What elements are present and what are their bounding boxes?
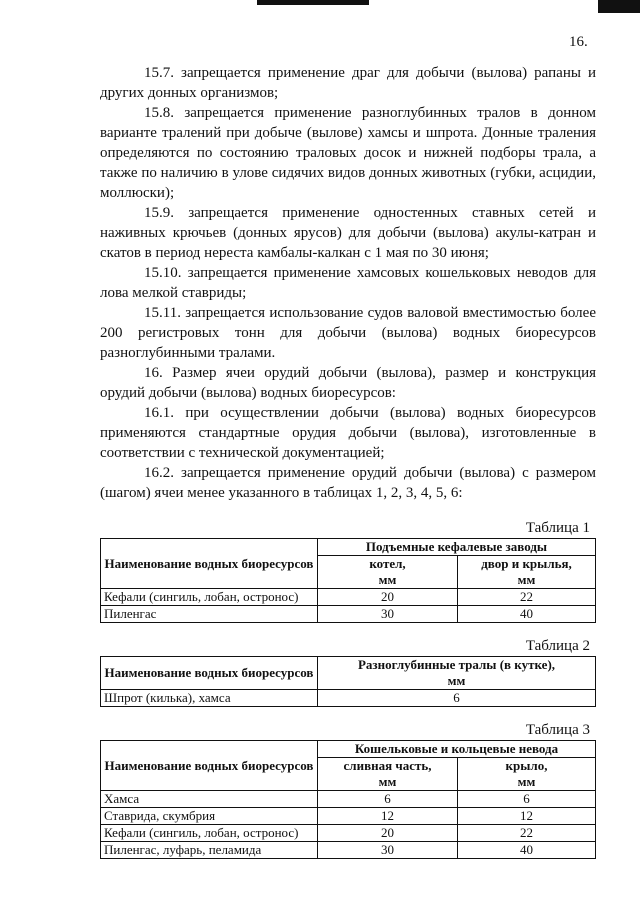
table3-header-group: Кошельковые и кольцевые невода — [318, 741, 596, 758]
paragraph-15-8: 15.8. запрещается применение разноглубинных тралов в донном варианте тралений при добыче (вылове) хамсы и шпрота. Донные траления определяются по состоянию траловых досок и нижней подборы трала, а также по наличию в улове сидячих видов донных животных (губки, асцидии, моллюски); — [100, 105, 596, 201]
table1-header-col1-unit: мм — [378, 572, 397, 587]
table2-row1-name: Шпрот (килька), хамса — [101, 690, 318, 707]
paragraph-16: 16. Размер ячеи орудий добычи (вылова), размер и конструкция орудий добычи (вылова) водных биоресурсов: — [100, 365, 596, 401]
table-row — [101, 842, 596, 859]
paragraph-16-2: 16.2. запрещается применение орудий добычи (вылова) с размером (шагом) ячеи менее указанного в таблицах 1, 2, 3, 4, 5, 6: — [100, 465, 596, 501]
table1-header-col2-unit: мм — [517, 572, 536, 587]
table1-row1-v2: 22 — [458, 589, 596, 606]
table1-row2-name: Пиленгас — [101, 606, 318, 623]
table-row — [101, 606, 596, 623]
table3-row2-v2: 12 — [458, 808, 596, 825]
table3-header-col1 — [318, 758, 458, 791]
table3-row3-v1: 20 — [318, 825, 458, 842]
table3-header-col2-unit: мм — [517, 774, 536, 789]
table-row — [101, 589, 596, 606]
table3-header-name: Наименование водных биоресурсов — [101, 741, 318, 791]
table3-header-col2 — [458, 758, 596, 791]
table3-row4-v2: 40 — [458, 842, 596, 859]
table3-row1-v2: 6 — [458, 791, 596, 808]
table1-caption: Таблица 1 — [525, 520, 590, 536]
table3-row4-name: Пиленгас, луфарь, пеламида — [101, 842, 318, 859]
table2-header-value-unit: мм — [447, 673, 466, 688]
table1-row1-v1: 20 — [318, 589, 458, 606]
table1-header-col1 — [318, 556, 458, 589]
table3-row4-v1: 30 — [318, 842, 458, 859]
table1-header-name: Наименование водных биоресурсов — [101, 539, 318, 589]
table3-row1-v1: 6 — [318, 791, 458, 808]
page-number: 16. — [569, 34, 588, 50]
table3-header-col2-label: крыло, — [505, 758, 548, 773]
table-row — [101, 791, 596, 808]
table3-row2-name: Ставрида, скумбрия — [101, 808, 318, 825]
table3-header-col1-label: сливная часть, — [343, 758, 432, 773]
table2-header-value — [318, 657, 596, 690]
table2-caption: Таблица 2 — [525, 638, 590, 654]
scan-corner-mark — [598, 0, 640, 13]
table-row — [101, 690, 596, 707]
paragraph-16-1: 16.1. при осуществлении добычи (вылова) водных биоресурсов применяются стандартные орудия добычи (вылова), изготовленные в соответствии с технической документацией; — [100, 405, 596, 461]
document-body — [100, 63, 596, 859]
table1-row1-name: Кефали (сингиль, лобан, остронос) — [101, 589, 318, 606]
table3-caption: Таблица 3 — [525, 722, 590, 738]
table1-header-col1-label: котел, — [369, 556, 406, 571]
table1-row2-v2: 40 — [458, 606, 596, 623]
scan-edge-mark — [257, 0, 369, 5]
table3-row3-name: Кефали (сингиль, лобан, остронос) — [101, 825, 318, 842]
paragraph-15-7: 15.7. запрещается применение драг для добычи (вылова) рапаны и других донных организмов; — [100, 65, 596, 101]
table3-row3-v2: 22 — [458, 825, 596, 842]
paragraph-15-11: 15.11. запрещается использование судов валовой вместимостью более 200 регистровых тонн для добычи (вылова) водных биоресурсов разноглубинными тралами. — [100, 305, 596, 361]
table2-header-name: Наименование водных биоресурсов — [101, 657, 318, 690]
table3 — [100, 740, 596, 859]
table1-header-col2-label: двор и крылья, — [481, 556, 572, 571]
table1-header-group: Подъемные кефалевые заводы — [318, 539, 596, 556]
table-row — [101, 808, 596, 825]
table1-header-col2 — [458, 556, 596, 589]
table1-row2-v1: 30 — [318, 606, 458, 623]
table1 — [100, 538, 596, 623]
paragraph-15-10: 15.10. запрещается применение хамсовых кошельковых неводов для лова мелкой ставриды; — [100, 265, 596, 301]
table2 — [100, 656, 596, 707]
table3-row2-v1: 12 — [318, 808, 458, 825]
table3-header-col1-unit: мм — [378, 774, 397, 789]
table2-row1-v1: 6 — [318, 690, 596, 707]
table2-header-value-label: Разноглубинные тралы (в кутке), — [357, 657, 556, 672]
paragraph-15-9: 15.9. запрещается применение одностенных ставных сетей и наживных крючьев (донных ярусов) для добычи (вылова) акулы-катран и скатов в период нереста камбалы-калкан с 1 мая по 30 июня; — [100, 205, 596, 261]
table3-row1-name: Хамса — [101, 791, 318, 808]
table-row — [101, 825, 596, 842]
